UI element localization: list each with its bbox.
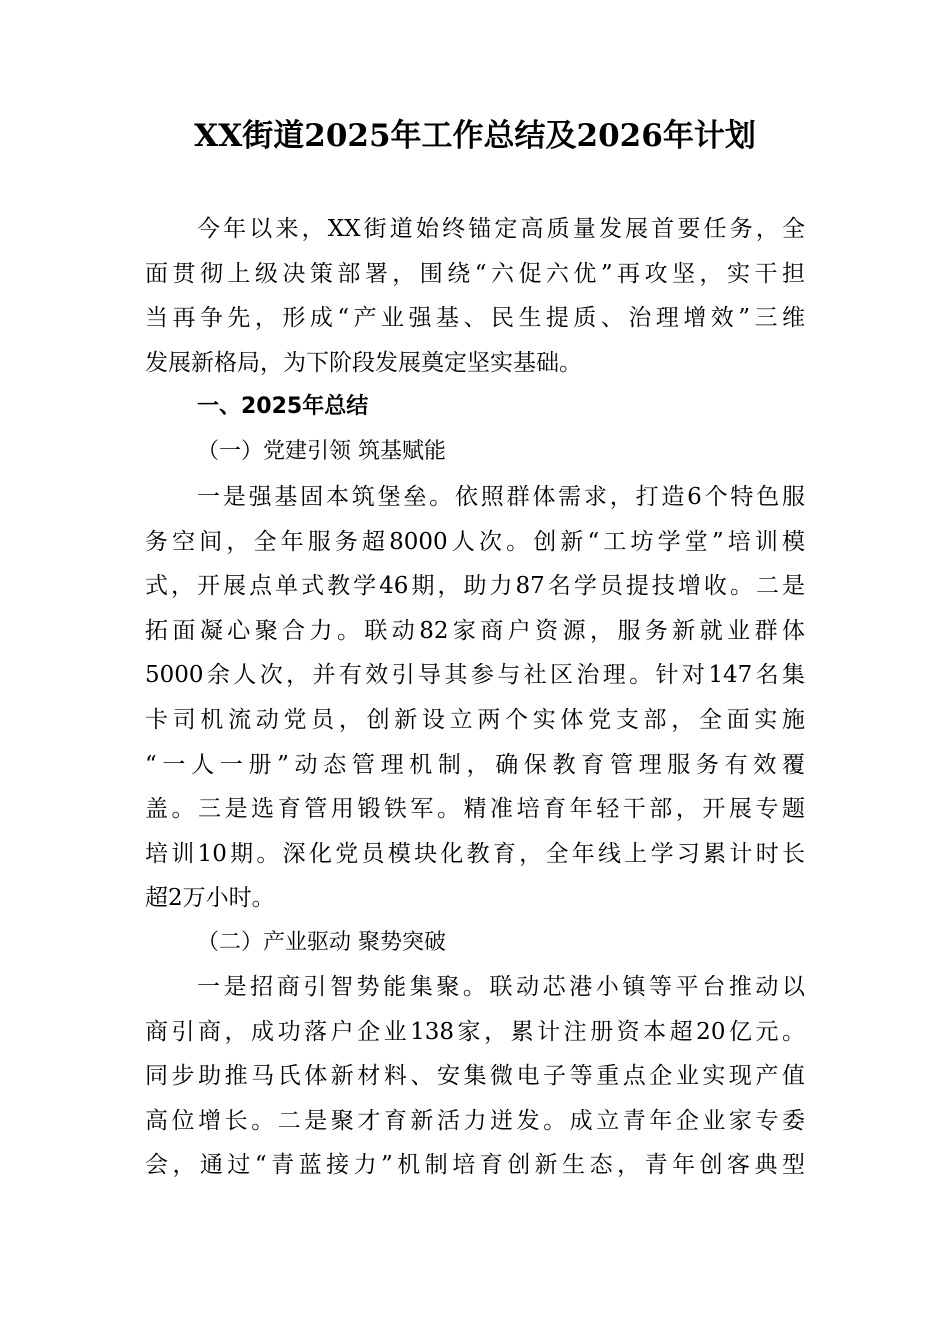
text-line: 一是强基固本筑堡垒。依照群体需求，打造6个特色服 bbox=[197, 484, 805, 510]
text-line: 超2万小时。 bbox=[145, 885, 275, 912]
text-line: 高位增长。二是聚才育新活力迸发。成立青年企业家专委 bbox=[145, 1107, 805, 1134]
sub2-paragraph bbox=[145, 965, 805, 1188]
document-title: XX街道2025年工作总结及2026年计划 bbox=[194, 118, 756, 154]
text-line: 5000余人次，并有效引导其参与社区治理。针对147名集 bbox=[145, 662, 805, 689]
text-line: 务空间，全年服务超8000人次。创新“工坊学堂”培训模 bbox=[145, 528, 805, 555]
text-line: 发展新格局，为下阶段发展奠定坚实基础。 bbox=[145, 349, 582, 376]
section-heading: 一、2025年总结 bbox=[197, 394, 369, 420]
text-line: 当再争先，形成“产业强基、民生提质、治理增效”三维 bbox=[145, 305, 805, 332]
sub1-paragraph bbox=[145, 475, 805, 966]
text-line: 同步助推马氏体新材料、安集微电子等重点企业实现产值 bbox=[145, 1063, 805, 1090]
intro-paragraph bbox=[145, 207, 805, 475]
text-line: 培训10期。深化党员模块化教育，全年线上学习累计时长 bbox=[145, 840, 805, 867]
text-line: 盖。三是选育管用锻铁军。精准培育年轻干部，开展专题 bbox=[145, 796, 805, 823]
subsection-heading: （一）党建引领 筑基赋能 bbox=[197, 438, 446, 464]
text-line: 会，通过“青蓝接力”机制培育创新生态，青年创客典型 bbox=[145, 1152, 805, 1179]
text-line: 面贯彻上级决策部署，围绕“六促六优”再攻坚，实干担 bbox=[145, 260, 805, 287]
text-line: 今年以来，XX街道始终锚定高质量发展首要任务，全 bbox=[197, 216, 805, 242]
text-line: 式，开展点单式教学46期，助力87名学员提技增收。二是 bbox=[145, 573, 805, 600]
subsection-heading: （二）产业驱动 聚势突破 bbox=[197, 929, 446, 955]
text-line: 一是招商引智势能集聚。联动芯港小镇等平台推动以 bbox=[197, 974, 805, 1000]
text-line: 商引商，成功落户企业138家，累计注册资本超20亿元。 bbox=[145, 1018, 805, 1045]
text-line: 拓面凝心聚合力。联动82家商户资源，服务新就业群体 bbox=[145, 617, 805, 644]
text-line: “一人一册”动态管理机制，确保教育管理服务有效覆 bbox=[145, 751, 805, 778]
text-line: 卡司机流动党员，创新设立两个实体党支部，全面实施 bbox=[145, 706, 805, 733]
